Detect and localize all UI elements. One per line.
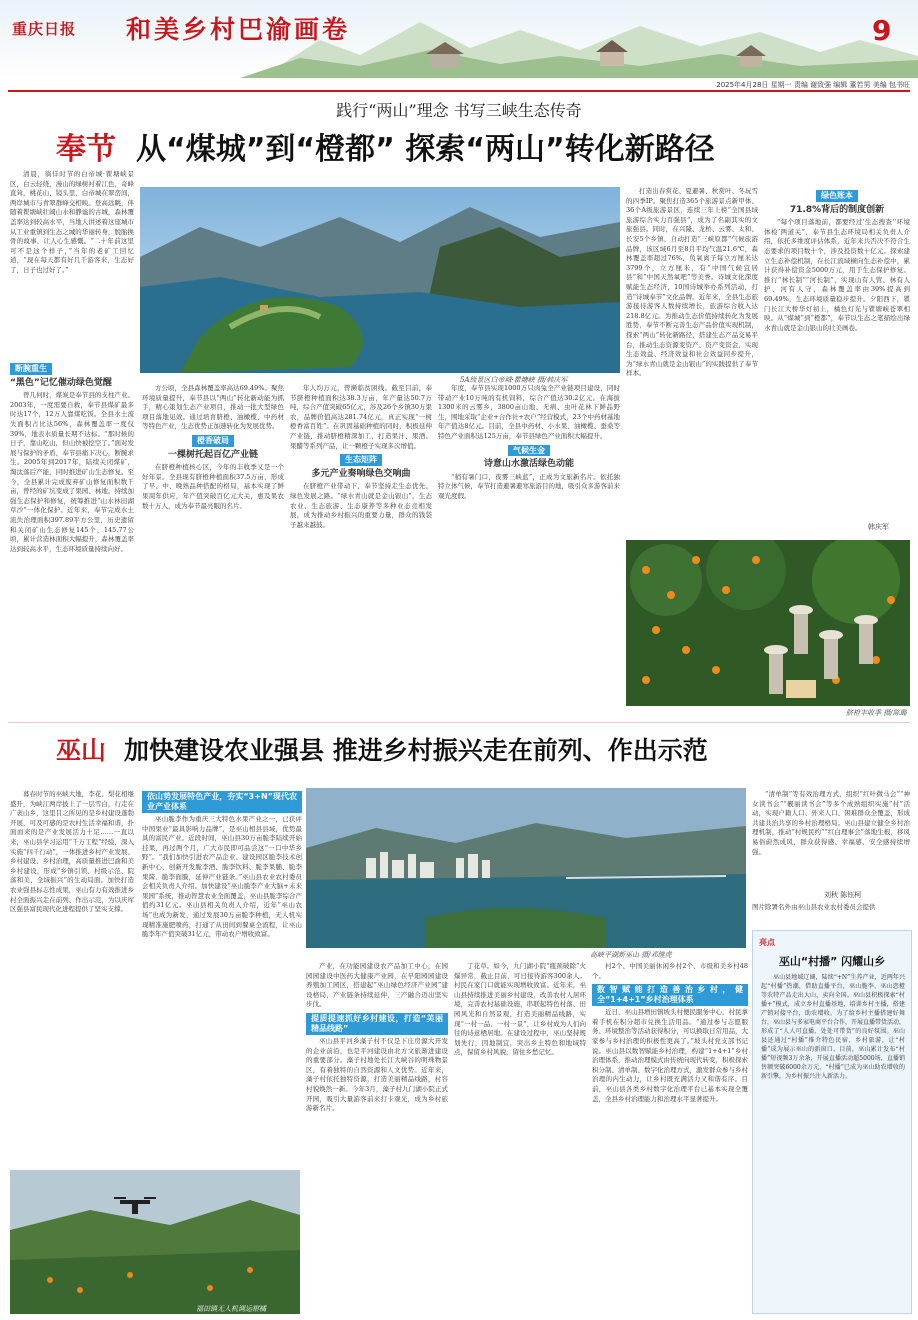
- article1-photo1-caption: 5A级景区白帝城·瞿塘峡 摄/韩庆军: [460, 376, 568, 384]
- page-number: 9: [872, 14, 892, 47]
- photo-orange-orchard: [626, 540, 910, 706]
- article2-headline-text: 加快建设农业强县 推进乡村振兴走在前列、作出示范: [124, 736, 708, 765]
- article1-headline-text: 从“煤城”到“橙都” 探索“两山”转化新路径: [136, 132, 715, 167]
- article1-subhead4-sub: 诗意山水激活绿色动能: [483, 459, 574, 470]
- dateline: 2025年4月28日 星期一 责编 谢致强 编辑 董若男 美编 包书旺: [716, 81, 910, 89]
- photo-drone-orchard: [10, 1170, 300, 1314]
- article2-photo-credit: 图片除署名外由巫山县农业农村委员会提供: [752, 903, 876, 911]
- article1-section1: 断腕重生 “黑色”记忆催动绿色觉醒 曾几何时，煤炭是奉节县的支柱产业。2003年，一度需要自救，奉节县煤矿最多时达17个，12万人靠煤吃饭。全县水土流失面积占比达56%，森林覆盖率一度仅39%，地表水质量长期不达标。“那时候的日子，靠山吃山，但山快被挖空了。”面对发展与保护的矛盾，奉节县痛下决心，断腕求生。2005年到2017年，陆续关闭煤矿，淘汰落后产能，同时推进矿山生态修复。至今，全县累计完成废弃矿山修复面积数千亩，曾经的矿坑变成了果园、林地。持续加强生态保护和修复，统筹推进“山水林田湖草沙”一体化保护。近年来，奉节完成水土流失治理面积397.89平方公里，历史遗留和关闭矿山生态修复145个、145.77公顷，累计营造林面积大幅提升，森林覆盖率达到较高水平，生态环境质量持续向好。: [10, 364, 134, 553]
- article2-photo1-caption: 高峡平湖新巫山 摄/邓继虎: [590, 951, 672, 959]
- article2-col5: “清单制”等有效治理方式，组织“红叶微马会”“神女读书会”“靓丽读书会”等多个成熟组织实施“村”活动，实现户籍人口、外来人口、困难群众全覆盖，形成共建共治共享的乡村治理格局。巫山县建立健全乡村治理机制，推动“村规民约”“红白理事会”落地生根，移风易俗蔚然成风，群众获得感、幸福感、安全感持续增强。: [752, 790, 910, 856]
- article2-photo-wushan-lake: [306, 788, 746, 948]
- article1-subhead1-sub: “黑色”记忆催动绿色觉醒: [10, 377, 112, 388]
- article1-subhead4: 气候生金: [508, 445, 550, 457]
- article1-author: 韩庆军: [868, 523, 889, 531]
- article2-col2: 产业，在功能园建设农产品加工中心，在园园园建设中医药大健康产业园，在早阳园园建设养殖加工园区，搭建起“巫山绿色经济产业园”建设格局，产业链条持续延伸，三产融合迈出坚实步伐。 提质提速抓好乡村建设，打造“美丽精品线路” 巫山县平河乡藻子村不仅是下庄房源大开发的企业前沿，也是平河建设由北方文旅渐进建设的重要部分。藻子村地处长江大峡谷的明珠物景区，有着独特的自然资源和人文优势。近年来，藻子村依托独特资源，打造美丽精品线路，村容村貌焕然一新。今年3月，藻子村九门湖小院正式开园，吸引大量游客前来打卡观光，成为乡村旅游新名片。: [306, 962, 448, 1113]
- article1-col3: 年人均万元，曾濒临贫困线。截至目前，奉节脐橙种植面积达38.3万亩，年产量达50.7万吨，综合产值突破65亿元，涉及26个乡镇30万果农，品牌价值高达281.74亿元，真正实现“一树橙香富百姓”。在巩固基础种植的同时，积极延伸产业链，推动脐橙精深加工，打造果汁、果酒、果醋等系列产品，让一颗橙子实现多次增值。 生态矩阵 多元产业奏响绿色交响曲 在脐橙产业带动下，奉节坚持走生态优先、绿色发展之路。“绿水青山就是金山银山”，生态农业、生态旅游、生态康养等多种业态竞相发展，成为推动乡村振兴的重要力量，群众的钱袋子越来越鼓。: [290, 384, 432, 529]
- section-title: 和美乡村巴渝画卷: [126, 15, 351, 44]
- sidebar-text: 巫山县地域辽阔，陆续“+N”生养产业，近两年兴起“村播”热潮，借助直播平台，巫山脆李、巫山恋橙等农特产品走出大山，卖向全国。巫山县积极探索“村播+”模式，成立乡村直播基地，培训乡村主播，搭建产销对接平台，助农增收。为了给乡村主播搭建好舞台，巫山县与多家电商平台合作，开展直播带货活动，形成了“人人可直播、处处可带货”的良好氛围。巫山县还通过“村播”推介特色民宿、乡村旅游，让“村播”成为展示巫山的新窗口。目前，巫山累计发布“村播”短视频3万余条，开展直播活动超5000场，直播销售额突破6000余万元，“村播”已成为巫山助农增收的新引擎，为乡村振兴注入新活力。: [761, 974, 905, 1080]
- article1-col4: 年度，奉节县实现1000万只肉兔全产业链项目建设，同时带动产业10万吨的有机饲料，综合产值达30.2亿元。在海拔1300米的云雾乡，3800亩山地、无病、虫叶花林下鲜品野生，围地采取“企业+合作社+农户”经营模式，23个中药材基地年产值达8亿元。目前，全县中药材、小水果、油橄榄、蚕桑等特色产业面积达125万亩，奉节县绿色产业面积大幅提升。 气候生金 诗意山水激活绿色动能 “稍有暑门口，夜雾三峡蓝”，正成为文旅新名片。依托独特立体气候，奉节打造避暑避寒旅游目的地，吸引众多游客前来观光度假。: [438, 384, 620, 500]
- article2-subhead1: 依山势发展特色产业，夯实“3+N”现代农业产业体系: [142, 791, 302, 813]
- article1-subhead3-sub: 多元产业奏响绿色交响曲: [311, 468, 411, 479]
- sidebar-box-village-streaming: [752, 930, 912, 1314]
- photo-gorge-landscape: [140, 187, 620, 373]
- sidebar-title: 巫山“村播” 闪耀山乡: [778, 955, 886, 968]
- article2-col4: 村2个、中国美丽休闲乡村2个、市级和美乡村48个。 数智赋能打造善治乡村，健全“1+4+1”乡村治理体系 近日，巫山县增田镇坡头村便民服务中心，村民拿着手机在积分超市兑换生活用品。“通过参与志愿服务、环境整治等活动获得积分，可以换取日常用品，大家参与乡村治理的积极性更高了。”坡头村党支部书记说。巫山县以数智赋能乡村治理，构建“1+4+1”乡村治理体系，推动治理模式由传统向现代转变，积极探索积分制、清单制、数字化治理方式，激发群众参与乡村治理的内生动力，让乡村既充满活力又和谐有序。目前，巫山县各类乡村数字化治理平台已基本实现全覆盖，全县乡村治理能力和治理水平显著提升。: [592, 962, 748, 1103]
- article2-photo2-caption: 福田镇无人机调运柑橘: [196, 1305, 266, 1313]
- photo-city-by-river: [306, 788, 746, 948]
- article1-place: 奉节: [56, 132, 116, 167]
- sidebar-tag: 亮点: [759, 938, 775, 947]
- article2-col1: 依山势发展特色产业，夯实“3+N”现代农业产业体系 巫山脆李作为重庆三大特色水果产业之一，已获评中国果业“最具影响力品牌”，是巫山相县县域，优势最具的富民产业。近段时间，巫山县30万亩脆李陆续开始挂果，再过两个月，广大市民即可品尝这“一口中华乡野”。“我们加快引进农产品企业、建设园区脆李技术创新中心，创新开发脆李酒、脆李饮料、脆李果脯、脆李果酱、脆李面膜，延伸产业链条。”巫山县农业农村委员会相关负责人介绍。加快建设“巫山脆李产业大脑+未来果园”系统，推动智慧农业全面覆盖，巫山县脆李综合产值约31亿元。巫山县相关负责人介绍，近年“巫山农场”也成为新发，通过发展30万亩脆李种植，无人机实现精准施肥喷药，打通了从田间到餐桌全流程，让巫山脆李年产值突破31亿元，带动农户增收致富。: [142, 792, 302, 939]
- article1-kicker: 践行“两山”理念 书写三峡生态传奇: [336, 101, 582, 120]
- article2-headline: [56, 731, 708, 767]
- article1-headline: [56, 124, 715, 168]
- header-rule: [8, 90, 910, 92]
- article1-subhead2: 橙香破局: [192, 435, 234, 447]
- article2-intro: 暮春时节的巫峡大地，李花、梨花相继盛开，为峡江两岸披上了一层雪白，行走在广袤山乡，这里目之所见的是乡村建设蓬勃开展，可及可感的是农村生活幸福和谐，扑面而来的是产业发展活力十足……一直以来，巫山县学习运用“千万工程”经验，深入实施“四千行动”，一体推进乡村产业发展、乡村建设、乡村治理，高质量推进巴渝和美乡村建设，形成“乡镇引领、村级示范、院落和美、全域振兴”的生动局面。加快打造农业强县标志性成果，巫山有力有效推进乡村全面振兴走在前列、作出示范，为以庆库区强县富民现代化进程提供了坚实支撑。: [10, 790, 134, 914]
- article1-col5: 打造出春赏花、夏避暑、秋赏叶、冬玩雪的四季IP。聚焦打造365个旅游景点新甲体、36个A级旅游景区，连续三年上榜“全国县域旅游综合实力百强县”，成为了名副其实的文旅强县。同时，在兴隆、龙桥、云雾、太和、长安5个乡镇，自动打造“三峡原都”气候旅游品牌，该区域6月至8月平均气温21.6℃，森林覆盖率超过76%，负氧离子每立方厘米达3799个，立方厘米，有“中国气候宜居县”和“中国天然氧吧”等美誉。诗城文化深度赋能生态经济，10国诗城举办系列活动，打造“诗城奉节”文化品牌。近年来，全县生态旅游接待游客人数持续增长，旅游综合收入达218.8亿元。为推动生态价值持续转化为发展胜势，奉节不断完善生态产品价值实现机制，探索“两山”转化新路径，搭建生态产品交易平台，推动生态资源变资产、资产变资金，实现生态效益、经济效益和社会效益同步提升，为“绿水青山就是金山银山”的实践提供了奉节样本。: [626, 187, 758, 378]
- article1-subhead1: 断腕重生: [10, 363, 52, 375]
- article2-subhead2: 提质提速抓好乡村建设，打造“美丽精品线路”: [306, 1013, 448, 1035]
- article2-photo-drone: [10, 1170, 300, 1314]
- article2-subhead3: 数智赋能打造善治乡村，健全“1+4+1”乡村治理体系: [592, 984, 748, 1006]
- article1-subhead5: 绿色账本: [816, 190, 858, 202]
- article1-photo2-caption: 脐橙丰收季 摄/陈璐: [846, 709, 907, 717]
- newspaper-logo: 重庆日报: [12, 20, 77, 38]
- article1-subhead3: 生态矩阵: [340, 454, 382, 466]
- article1-photo-orange-harvest: [626, 540, 910, 706]
- article1-photo-baidicheng: [140, 187, 620, 373]
- article2-place: 巫山: [56, 736, 107, 765]
- article1-col2: 方公顷，全县森林覆盖率高达69.49%。聚焦环境质量提升，奉节县以“两山”转化新动能为抓手，精心策划生态产业项目，推动一批大型绿色项目落地见效。通过培育脐橙、油橄榄、中药材等特色产业，生态优势正加速转化为发展优势。 橙香破局 一棵树托起百亿产业链 在脐橙种植核心区，今年的丰收季又是一个好年景。全县现有脐橙种植面积37.5万亩，形成了早、中、晚熟品种搭配的格局，基本实现了鲜果周年供应，年产值突破百亿元大关，惠及果农数十万人，成为奉节最亮眼的名片。: [142, 384, 284, 510]
- article1-intro: 清晨，徜徉时节的白帝城·瞿塘峡景区，白云轻绕，漫山的绿树衬着江色，奇峰直耸，桃花山、镜头里，白帝城在翠峦间，两岸城市与青翠群峰交相映。登高远眺，伴随着瞿塘峡壮阔山水和静谧的古城，森林覆盖率达到较高水平，当地人讲述着这座城市从工业重镇到生态之城的华丽转身，脱胎换骨的故事，让人心生感慨。“二十年前这里可不是这个样子，”当年的老矿工回忆道，“现在每天都有好几千游客来，生态好了，日子也过好了。”: [10, 170, 134, 274]
- article1-col6: 绿色账本 71.8%背后的制度创新 “每个项目落地前，都要经过‘生态搜查’‘环境体检’两道关”，奉节县生态环境局相关负责人介绍，依托多维度评估体系，近年来共否决不符合生态要求的项目数十个，涉及投资数十亿元。探索建立生态补偿机制，在长江流域横向生态补偿中，累计获得补偿资金5000万元，用于生态保护修复。推行“林长制”“河长制”，实现山有人管、林有人护、河有人守，森林覆盖率由39%提高到69.49%，生态环境质量稳步提升。夕阳西下，瞿门长江大桥华灯初上，橘色灯光与瞿塘峡苍翠相映。从“煤城”到“橙都”，奉节以生态之笔描绘出绿水青山就是金山银山的壮美画卷。: [764, 191, 910, 332]
- article2-col3: 了花草。如今，九门湖小院“瓶颈破除”火爆异常，截止目前，可日接待游客300余人。村民在家门口就能实现增收致富。近年来，巫山县持续推进美丽乡村建设，改善农村人居环境，完善农村基础设施，串联起特色村落、田园风光和自然景观，打造美丽精品线路，实现“一村一品、一村一景”，让乡村成为人们向往的诗意栖居地。在建设过程中，巫山坚持规划先行，因地制宜，突出乡土特色和地域特点，保留乡村风貌，留住乡愁记忆。: [454, 962, 586, 1057]
- article2-author: 刘秋 陈钰柯: [824, 891, 862, 899]
- article1-subhead2-sub: 一棵树托起百亿产业链: [167, 449, 258, 460]
- section-rule: [8, 722, 910, 723]
- article1-subhead5-sub: 71.8%背后的制度创新: [789, 204, 885, 215]
